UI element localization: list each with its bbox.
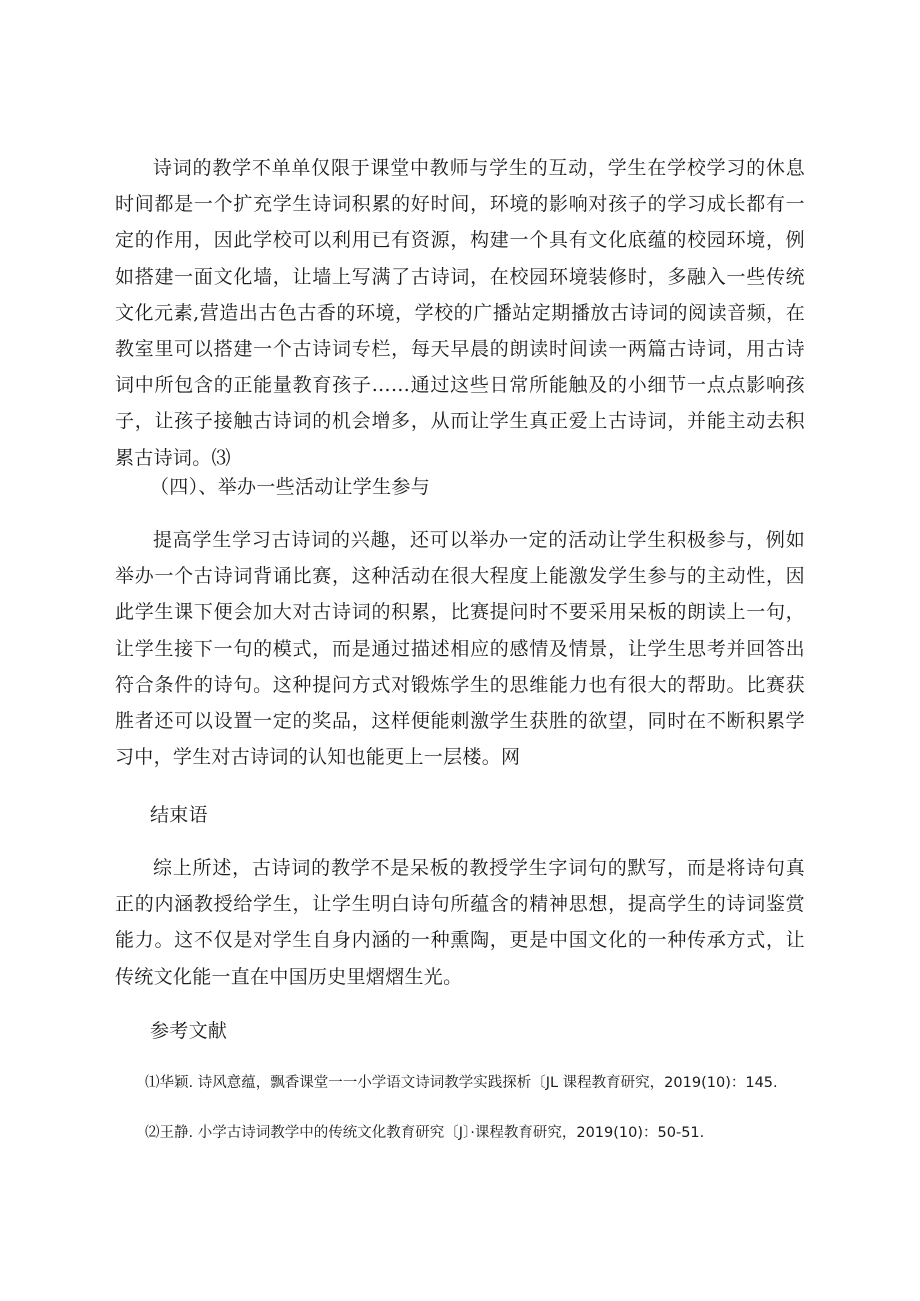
conclusion-heading: 结束语: [150, 804, 208, 826]
references-heading: 参考文献: [150, 1020, 228, 1042]
paragraph-campus-environment: 诗词的教学不单单仅限于课堂中教师与学生的互动，学生在学校学习的休息时间都是一个扩充学生诗词积累的好时间，环境的影响对孩子的学习成长都有一定的作用，因此学校可以利用已有资源，构建一个具有文化底蕴的校园环境，例如搭建一面文化墙，让墙上写满了古诗词，在校园环境装修时，多融入一些传统文化元素,营造出古色古香的环境，学校的广播站定期播放古诗词的阅读音频，在教室里可以搭建一个古诗词专栏，每天早晨的朗读时间读一两篇古诗词，用古诗词中所包含的正能量教育孩子……通过这些日常所能触及的小细节一点点影响孩子，让孩子接触古诗词的机会增多，从而让学生真正爱上古诗词，并能主动去积累古诗词。⑶: [115, 157, 805, 469]
section-heading-activities: （四）、举办一些活动让学生参与: [150, 476, 431, 498]
paragraph-activities: 提高学生学习古诗词的兴趣，还可以举办一定的活动让学生积极参与，例如举办一个古诗词背诵比赛，这种活动在很大程度上能激发学生参与的主动性，因此学生课下便会加大对古诗词的积累，比赛提问时不要采用呆板的朗读上一句，让学生接下一句的模式，而是通过描述相应的感情及情景，让学生思考并回答出符合条件的诗句。这种提问方式对锻炼学生的思维能力也有很大的帮助。比赛获胜者还可以设置一定的奖品，这样便能刺激学生获胜的欲望，同时在不断积累学习中，学生对古诗词的认知也能更上一层楼。网: [115, 529, 805, 769]
paragraph-conclusion: 综上所述，古诗词的教学不是呆板的教授学生字词句的默写，而是将诗句真正的内涵教授给学生，让学生明白诗句所蕴含的精神思想，提高学生的诗词鉴赏能力。这不仅是对学生自身内涵的一种熏陶，更是中国文化的一种传承方式，让传统文化能一直在中国历史里熠熠生光。: [115, 857, 805, 988]
reference-item: ⑴华颖. 诗风意蕴，飘香课堂一一小学语文诗词教学实践探析〔JL 课程教育研究，2019(10)：145.: [145, 1075, 778, 1091]
reference-item: ⑵王静. 小学古诗词教学中的传统文化教育研究〔J〕·课程教育研究，2019(10)：50-51.: [145, 1125, 705, 1141]
